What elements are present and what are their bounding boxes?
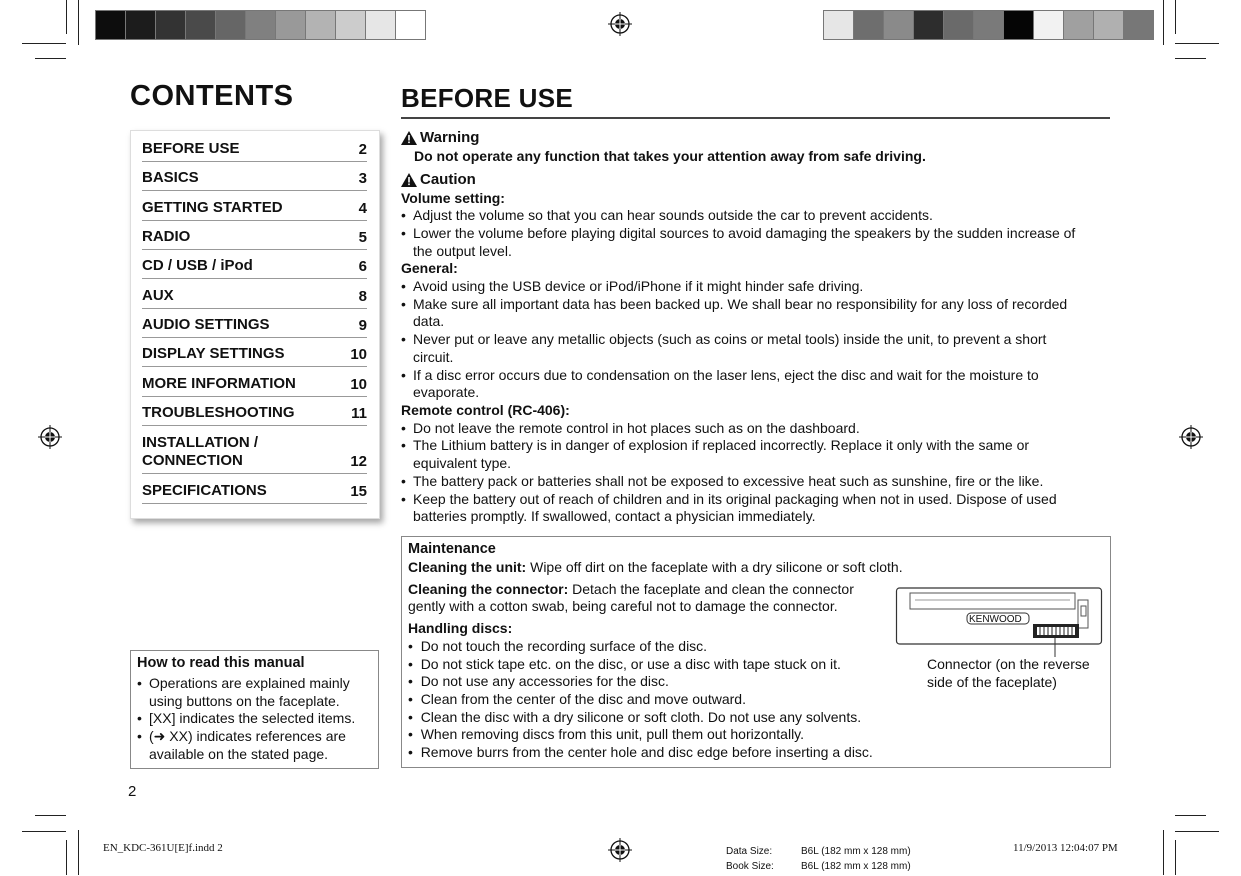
cleaning-connector-continuation: gently with a cotton swab, being careful not to damage the connector.	[408, 598, 838, 614]
caution-title: Caution	[420, 171, 476, 188]
crop-mark	[1175, 0, 1176, 34]
toc-item-installation-connection[interactable]	[142, 429, 367, 474]
crop-mark	[78, 830, 79, 875]
general-heading: General:	[401, 260, 458, 276]
crop-mark	[22, 43, 66, 44]
toc-page: 3	[358, 170, 367, 187]
crop-mark	[1175, 831, 1219, 832]
toc-label: INSTALLATION /	[142, 434, 259, 451]
kenwood-logo: KENWOOD	[969, 614, 1022, 625]
list-item-continuation: the output level.	[413, 243, 512, 259]
bullet-icon: •	[137, 728, 142, 744]
footer-timestamp: 11/9/2013 12:04:07 PM	[1013, 842, 1118, 854]
toc-page: 8	[358, 288, 367, 305]
crop-mark	[22, 831, 66, 832]
crop-mark	[1175, 58, 1206, 59]
toc-label: BASICS	[142, 169, 199, 186]
footer-book-size-value: B6L (182 mm x 128 mm)	[801, 861, 911, 872]
registration-mark-icon	[608, 838, 632, 862]
list-item-continuation: data.	[413, 313, 445, 329]
toc-item-radio[interactable]	[142, 224, 367, 250]
bullet-icon: •	[137, 710, 142, 726]
toc-item-cd-usb-ipod[interactable]	[142, 253, 367, 279]
crop-mark	[1163, 830, 1164, 875]
remote-heading: Remote control (RC-406):	[401, 402, 570, 418]
toc-page: 11	[351, 405, 367, 422]
toc-item-getting-started[interactable]	[142, 195, 367, 221]
toc-label: BEFORE USE	[142, 140, 240, 157]
handling-heading: Handling discs:	[408, 620, 513, 636]
footer-file: EN_KDC-361U[E]f.indd 2	[103, 842, 223, 854]
connector-caption: Connector (on the reverse	[927, 656, 1090, 672]
list-item: • Do not touch the recording surface of the disc.	[408, 638, 708, 654]
crop-mark	[1175, 840, 1176, 875]
toc-label: DISPLAY SETTINGS	[142, 345, 285, 362]
toc-page: 10	[350, 376, 367, 393]
toc-label: MORE INFORMATION	[142, 375, 296, 392]
how-to-title: How to read this manual	[137, 655, 305, 671]
list-item: • Do not stick tape etc. on the disc, or use a disc with tape stuck on it.	[408, 656, 841, 672]
crop-mark	[35, 58, 66, 59]
toc-label: GETTING STARTED	[142, 199, 283, 216]
list-item: • Do not use any accessories for the disc.	[408, 673, 669, 689]
crop-mark	[1175, 43, 1219, 44]
toc-label: AUDIO SETTINGS	[142, 316, 270, 333]
caution-icon	[401, 173, 417, 187]
bullet-icon: •	[137, 675, 142, 691]
toc-item-basics[interactable]	[142, 165, 367, 191]
warning-text: Do not operate any function that takes your attention away from safe driving.	[414, 148, 926, 164]
volume-heading: Volume setting:	[401, 190, 505, 206]
toc-page: 10	[350, 346, 367, 363]
toc-label: CONNECTION	[142, 452, 243, 469]
before-use-title: BEFORE USE	[401, 83, 574, 113]
connector-caption: side of the faceplate)	[927, 674, 1057, 690]
list-item-continuation: evaporate.	[413, 384, 480, 400]
how-to-item: (➜ XX) indicates references are	[149, 728, 346, 744]
toc-item-display-settings[interactable]	[142, 341, 367, 367]
list-item: • Clean from the center of the disc and move outward.	[408, 691, 746, 707]
toc-label: TROUBLESHOOTING	[142, 404, 295, 421]
toc-page: 12	[350, 453, 367, 470]
contents-title: CONTENTS	[130, 80, 294, 112]
maintenance-title: Maintenance	[408, 541, 496, 557]
crop-mark	[78, 0, 79, 45]
toc-item-aux[interactable]	[142, 283, 367, 309]
list-item-continuation: batteries promptly. If swallowed, contact a physician immediately.	[413, 508, 816, 524]
toc-page: 4	[358, 200, 367, 217]
registration-mark-icon	[608, 12, 632, 36]
crop-mark	[35, 815, 66, 816]
crop-mark	[66, 840, 67, 875]
list-item: • Clean the disc with a dry silicone or soft cloth. Do not use any solvents.	[408, 709, 862, 725]
crop-mark	[66, 0, 67, 34]
toc-item-specifications[interactable]	[142, 478, 367, 504]
registration-mark-icon	[1179, 425, 1203, 449]
list-item-continuation: equivalent type.	[413, 455, 512, 471]
toc-label: RADIO	[142, 228, 191, 245]
toc-item-troubleshooting[interactable]	[142, 400, 367, 426]
warning-title: Warning	[420, 129, 480, 146]
toc-page: 2	[358, 141, 367, 158]
toc-page: 15	[350, 483, 367, 500]
cleaning-unit: Cleaning the unit: Wipe off dirt on the faceplate with a dry silicone or soft cloth.	[408, 559, 903, 575]
footer-data-size-label: Data Size:	[726, 846, 773, 857]
how-to-read-box	[130, 650, 379, 769]
list-item-continuation: circuit.	[413, 349, 454, 365]
crop-mark	[1163, 0, 1164, 45]
footer-book-size-label: Book Size:	[726, 861, 774, 872]
how-to-item: using buttons on the faceplate.	[149, 693, 340, 709]
list-item: • When removing discs from this unit, pull them out horizontally.	[408, 726, 805, 742]
cleaning-connector: Cleaning the connector: Detach the faceplate and clean the connector	[408, 581, 854, 597]
toc-label: CD / USB / iPod	[142, 257, 253, 274]
list-item: • Remove burrs from the center hole and disc edge before inserting a disc.	[408, 744, 873, 760]
toc-page: 5	[358, 229, 367, 246]
toc-panel	[130, 130, 380, 519]
how-to-item: [XX] indicates the selected items.	[149, 710, 356, 726]
color-bar-left	[96, 10, 426, 40]
toc-page: 9	[358, 317, 367, 334]
registration-mark-icon	[38, 425, 62, 449]
footer-data-size-value: B6L (182 mm x 128 mm)	[801, 846, 911, 857]
toc-label: SPECIFICATIONS	[142, 482, 267, 499]
how-to-item: available on the stated page.	[149, 746, 329, 762]
how-to-item: Operations are explained mainly	[149, 675, 350, 691]
title-rule	[401, 117, 1110, 119]
warning-icon	[401, 131, 417, 145]
crop-mark	[1175, 815, 1206, 816]
page-number: 2	[128, 783, 137, 800]
toc-item-audio-settings[interactable]	[142, 312, 367, 338]
toc-item-before-use[interactable]	[142, 136, 367, 162]
toc-page: 6	[358, 258, 367, 275]
toc-item-more-information[interactable]	[142, 371, 367, 397]
toc-label: AUX	[142, 287, 174, 304]
color-bar-right	[824, 10, 1154, 40]
